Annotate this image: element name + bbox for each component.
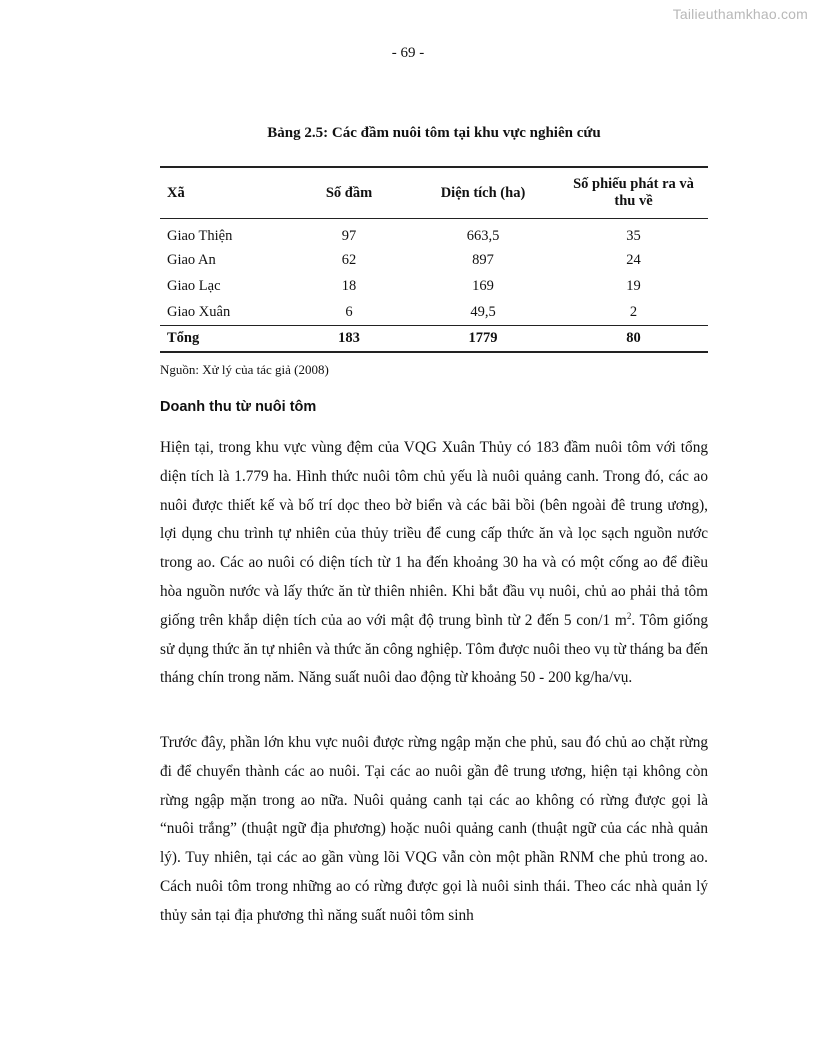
header-survey-count: Số phiếu phát ra và thu về xyxy=(559,167,708,219)
paragraph-text: . Tôm giống sử dụng thức ăn tự nhiên và thức ăn công nghiệp. Tôm được nuôi theo vụ từ tháng ba đến tháng chín trong năm. Năng suất nuôi dao động từ khoảng 50 - 200 kg/ha/vụ. xyxy=(160,611,709,687)
cell-commune: Giao Lạc xyxy=(167,277,221,294)
cell-commune: Giao An xyxy=(167,251,216,268)
cell-survey-count: 35 xyxy=(626,227,641,244)
cell-survey-count: 2 xyxy=(629,303,638,320)
table-total-row xyxy=(160,326,708,353)
header-commune: Xã xyxy=(160,167,291,219)
cell-area: 897 xyxy=(472,251,494,268)
table-caption: Bảng 2.5: Các đầm nuôi tôm tại khu vực nghiên cứu xyxy=(267,125,601,141)
table-row xyxy=(160,273,708,299)
cell-survey-count: 19 xyxy=(626,277,641,294)
total-pond-count: 183 xyxy=(291,326,407,353)
header-pond-count: Số đầm xyxy=(291,167,407,219)
table-header-row xyxy=(160,167,708,219)
table-row xyxy=(160,247,708,273)
cell-area: 663,5 xyxy=(466,227,500,244)
total-area: 1779 xyxy=(407,326,559,353)
cell-commune: Giao Thiện xyxy=(167,227,233,244)
cell-pond-count: 18 xyxy=(341,277,357,294)
source-note: Nguồn: Xử lý của tác giả (2008) xyxy=(160,362,329,377)
superscript: 2 xyxy=(626,610,632,621)
header-area: Diện tích (ha) xyxy=(407,167,559,219)
watermark: Tailieuthamkhao.com xyxy=(672,6,808,22)
page-number: - 69 - xyxy=(391,45,425,61)
cell-pond-count: 97 xyxy=(341,227,357,244)
cell-pond-count: 6 xyxy=(345,303,353,320)
body-paragraph-1 xyxy=(160,434,708,693)
cell-area: 49,5 xyxy=(470,303,496,320)
shrimp-ponds-table xyxy=(160,166,708,353)
section-heading: Doanh thu từ nuôi tôm xyxy=(160,399,317,415)
total-survey-count: 80 xyxy=(559,326,708,353)
table-row xyxy=(160,219,708,248)
total-label: Tổng xyxy=(160,326,291,353)
cell-survey-count: 24 xyxy=(626,251,641,268)
cell-commune: Giao Xuân xyxy=(167,303,231,320)
table-row xyxy=(160,299,708,326)
paragraph-text: Hiện tại, trong khu vực vùng đệm của VQG Xuân Thủy có 183 đầm nuôi tôm với tổng diện tích là 1.779 ha. Hình thức nuôi tôm chủ yếu là nuôi quảng canh. Trong đó, các ao nuôi được thiết kế và bố trí dọc theo bờ biển và các bãi bồi (bên ngoài đê trung ương), lợi dụng chu trình tự nhiên của thủy triều để cung cấp thức ăn và lọc sạch nguồn nước trong ao. Các ao nuôi có diện tích từ 1 ha đến khoảng 30 ha và có một cống ao để điều hòa nguồn nước và lấy thức ăn từ thiên nhiên. Khi bắt đầu vụ nuôi, chủ ao phải thả tôm giống trên khắp diện tích của ao với mật độ trung bình từ 2 đến 5 con/1 m xyxy=(160,439,708,629)
cell-area: 169 xyxy=(472,277,494,294)
body-paragraph-2: Trước đây, phần lớn khu vực nuôi được rừng ngập mặn che phủ, sau đó chủ ao chặt rừng đi để chuyển thành các ao nuôi. Tại các ao nuôi gần đê trung ương, hiện tại không còn rừng ngập mặn trong ao nữa. Nuôi quảng canh tại các ao không có rừng được gọi là “nuôi trắng” (thuật ngữ địa phương) hoặc nuôi quảng canh (thuật ngữ của các nhà quản lý). Tuy nhiên, tại các ao gần vùng lõi VQG vẫn còn một phần RNM che phủ trong ao. Cách nuôi tôm trong những ao có rừng được gọi là nuôi sinh thái. Theo các nhà quản lý thủy sản tại địa phương thì năng suất nuôi tôm sinh xyxy=(160,734,708,924)
cell-pond-count: 62 xyxy=(341,251,357,268)
